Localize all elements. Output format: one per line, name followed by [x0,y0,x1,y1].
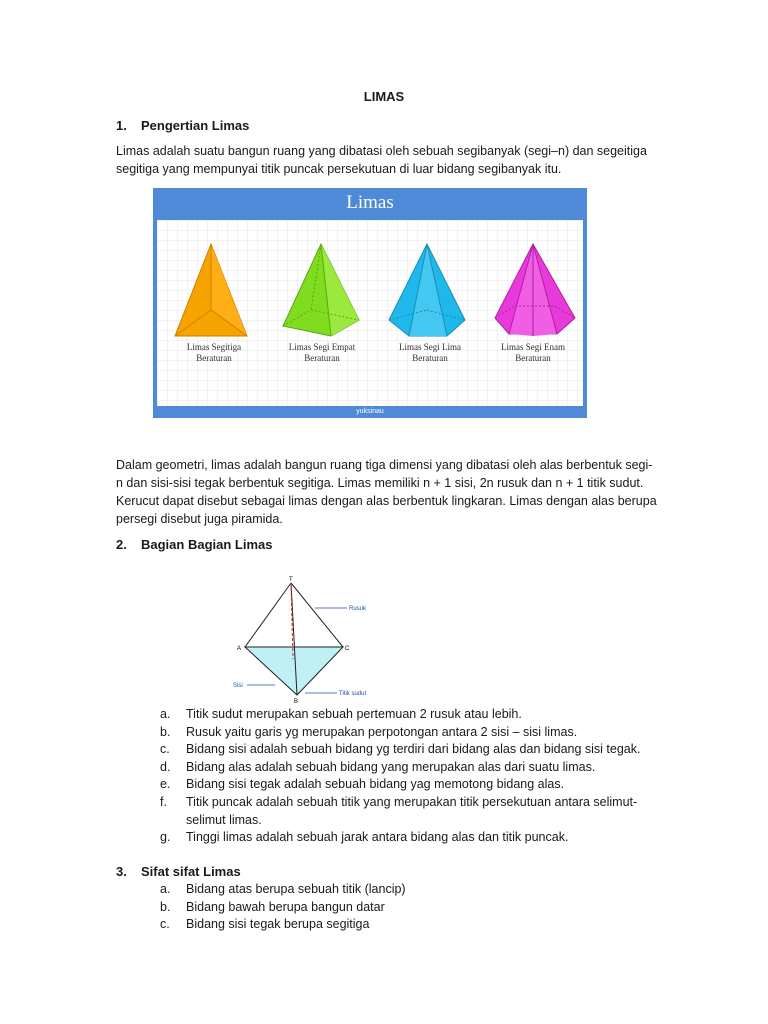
list-item: c. Bidang sisi tegak berupa segitiga [160,917,370,932]
figure-panel [157,220,583,406]
paragraph-line: segitiga yang mempunyai titik puncak persekutuan di luar bidang segibanyak itu. [116,162,562,176]
section-1-title: Pengertian Limas [141,118,250,133]
list-item: g. Tinggi limas adalah sebuah jarak antara bidang alas dan titik puncak. [160,830,569,845]
paragraph-line: persegi disebut juga piramida. [116,512,283,526]
vertex-label-t: T [289,577,293,583]
caption-pentagonal-pyramid: Limas Segi Lima Beraturan [399,342,461,363]
section-1-paragraph [116,142,676,178]
section-3-number: 3. [116,864,127,879]
paragraph-line: Dalam geometri, limas adalah bangun ruang tiga dimensi yang dibatasi oleh alas berbentuk segi- [116,458,653,472]
pyramid-types-figure [153,188,587,418]
vertex-label-c: C [345,646,350,652]
section-1-number: 1. [116,118,127,133]
label-sisi: Sisi [233,683,243,689]
brand-watermark: yuksinau [356,408,384,415]
pentagonal-pyramid-icon [385,240,475,340]
section-3-list [160,881,406,934]
geometry-paragraph [116,456,676,528]
triangular-pyramid-icon [169,240,259,340]
section-3-heading [116,864,241,879]
section-2-list [160,706,640,847]
caption-square-pyramid: Limas Segi Empat Beraturan [288,342,356,363]
section-1-heading [116,118,249,133]
list-item: a. Bidang atas berupa sebuah titik (lancip) [160,882,406,896]
caption-hexagonal-pyramid: Limas Segi Enam Beraturan [501,342,565,363]
list-item: a. Titik sudut merupakan sebuah pertemuan 2 rusuk atau lebih. [160,707,522,721]
square-pyramid-icon [277,240,367,340]
list-item: c. Bidang sisi adalah sebuah bidang yg terdiri dari bidang alas dan bidang sisi tegak. [160,742,641,757]
paragraph-line: n dan sisi-sisi tegak berbentuk segitiga. Limas memiliki n + 1 sisi, 2n rusuk dan n + 1 titik sudut. [116,476,644,490]
label-rusuk: Rusuk [349,606,367,612]
list-item: b. Rusuk yaitu garis yg merupakan perpotongan antara 2 sisi – sisi limas. [160,724,578,739]
list-item: f. Titik puncak adalah sebuah titik yang merupakan titik persekutuan antara selimut- selimut limas. [160,794,638,827]
section-2-title: Bagian Bagian Limas [141,537,273,552]
paragraph-line: Kerucut dapat disebut sebagai limas dengan alas berbentuk lingkaran. Limas dengan alas berupa [116,494,657,508]
document-title: LIMAS [363,89,405,104]
list-item: e. Bidang sisi tegak adalah sebuah bidang yag memotong bidang alas. [160,777,565,792]
vertex-label-b: B [294,699,299,705]
list-item: d. Bidang alas adalah sebuah bidang yang merupakan alas dari suatu limas. [160,759,596,774]
label-titik-sudut: Titik sudut [339,691,367,697]
paragraph-line: Limas adalah suatu bangun ruang yang dibatasi oleh sebuah segibanyak (segi–n) dan segeitiga [116,144,647,158]
section-3-title: Sifat sifat Limas [141,864,241,879]
section-2-number: 2. [116,537,127,552]
caption-triangular-pyramid: Limas Segitiga Beraturan [186,342,242,363]
section-2-heading [116,537,272,552]
pyramid-parts-diagram [225,575,395,705]
vertex-label-a: A [237,646,242,652]
figure-title: Limas [346,192,394,213]
list-item: b. Bidang bawah berupa bangun datar [160,899,385,914]
hexagonal-pyramid-icon [491,240,581,340]
